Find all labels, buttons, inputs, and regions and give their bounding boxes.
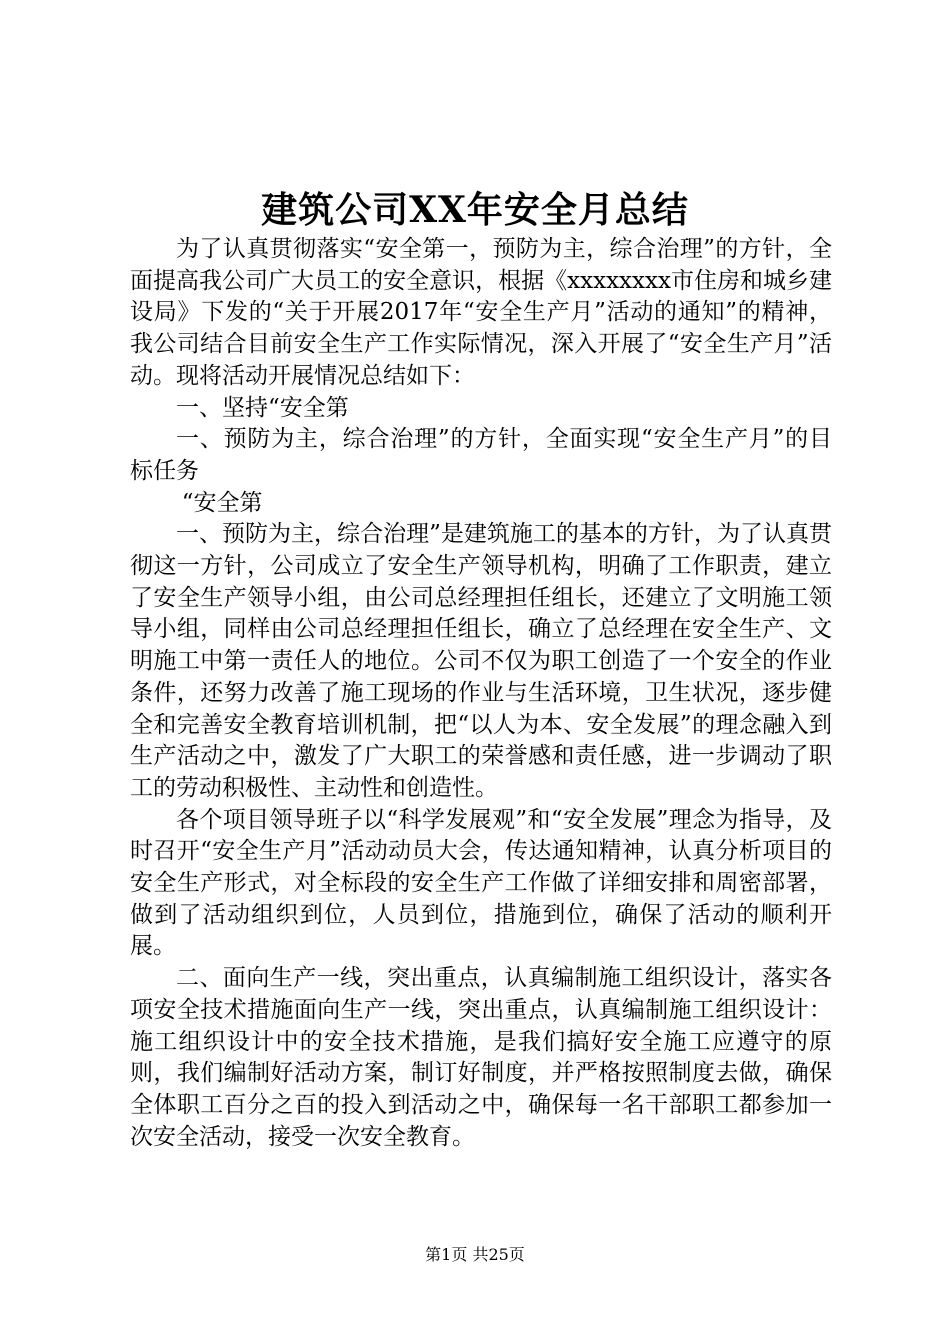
paragraph: “安全第: [181, 489, 263, 516]
paragraph: 一、预防为主，综合治理”的方针，全面实现“安全生产月”的目标任务: [130, 426, 832, 484]
paragraph: 各个项目领导班子以“科学发展观”和“安全发展”理念为指导，及时召开“安全生产月”活动动员大会，传达通知精神，认真分析项目的安全生产形式，对全标段的安全生产工作做了详细安排和周密部署，做到了活动组织到位，人员到位，措施到位，确保了活动的顺利开展。: [130, 806, 832, 960]
document-title: 建筑公司XX年安全月总结: [261, 189, 689, 231]
paragraph: 为了认真贯彻落实“安全第一，预防为主，综合治理”的方针，全面提高我公司广大员工的安全意识，根据《xxxxxxxx市住房和城乡建设局》下发的“关于开展2017年“安全生产月”活动的通知”的精神，我公司结合目前安全生产工作实际情况，深入开展了“安全生产月”活动。现将活动开展情况总结如下：: [130, 236, 832, 389]
page-footer: 第1页 共25页: [425, 1245, 525, 1264]
document-body: [130, 234, 832, 1153]
paragraph: 一、预防为主，综合治理”是建筑施工的基本的方针，为了认真贯彻这一方针，公司成立了安全生产领导机构，明确了工作职责，建立了安全生产领导小组，由公司总经理担任组长，还建立了文明施工领导小组，同样由公司总经理担任组长，确立了总经理在安全生产、文明施工中第一责任人的地位。公司不仅为职工创造了一个安全的作业条件，还努力改善了施工现场的作业与生活环境，卫生状况，逐步健全和完善安全教育培训机制，把“以人为本、安全发展”的理念融入到生产活动之中，激发了广大职工的荣誉感和责任感，进一步调动了职工的劳动积极性、主动性和创造性。: [130, 521, 832, 801]
paragraph: 一、坚持“安全第: [176, 394, 349, 421]
paragraph: 二、面向生产一线，突出重点，认真编制施工组织设计，落实各项安全技术措施面向生产一线，突出重点，认真编制施工组织设计：施工组织设计中的安全技术措施，是我们搞好安全施工应遵守的原则，我们编制好活动方案，制订好制度，并严格按照制度去做，确保全体职工百分之百的投入到活动之中，确保每一名干部职工都参加一次安全活动，接受一次安全教育。: [130, 965, 832, 1150]
